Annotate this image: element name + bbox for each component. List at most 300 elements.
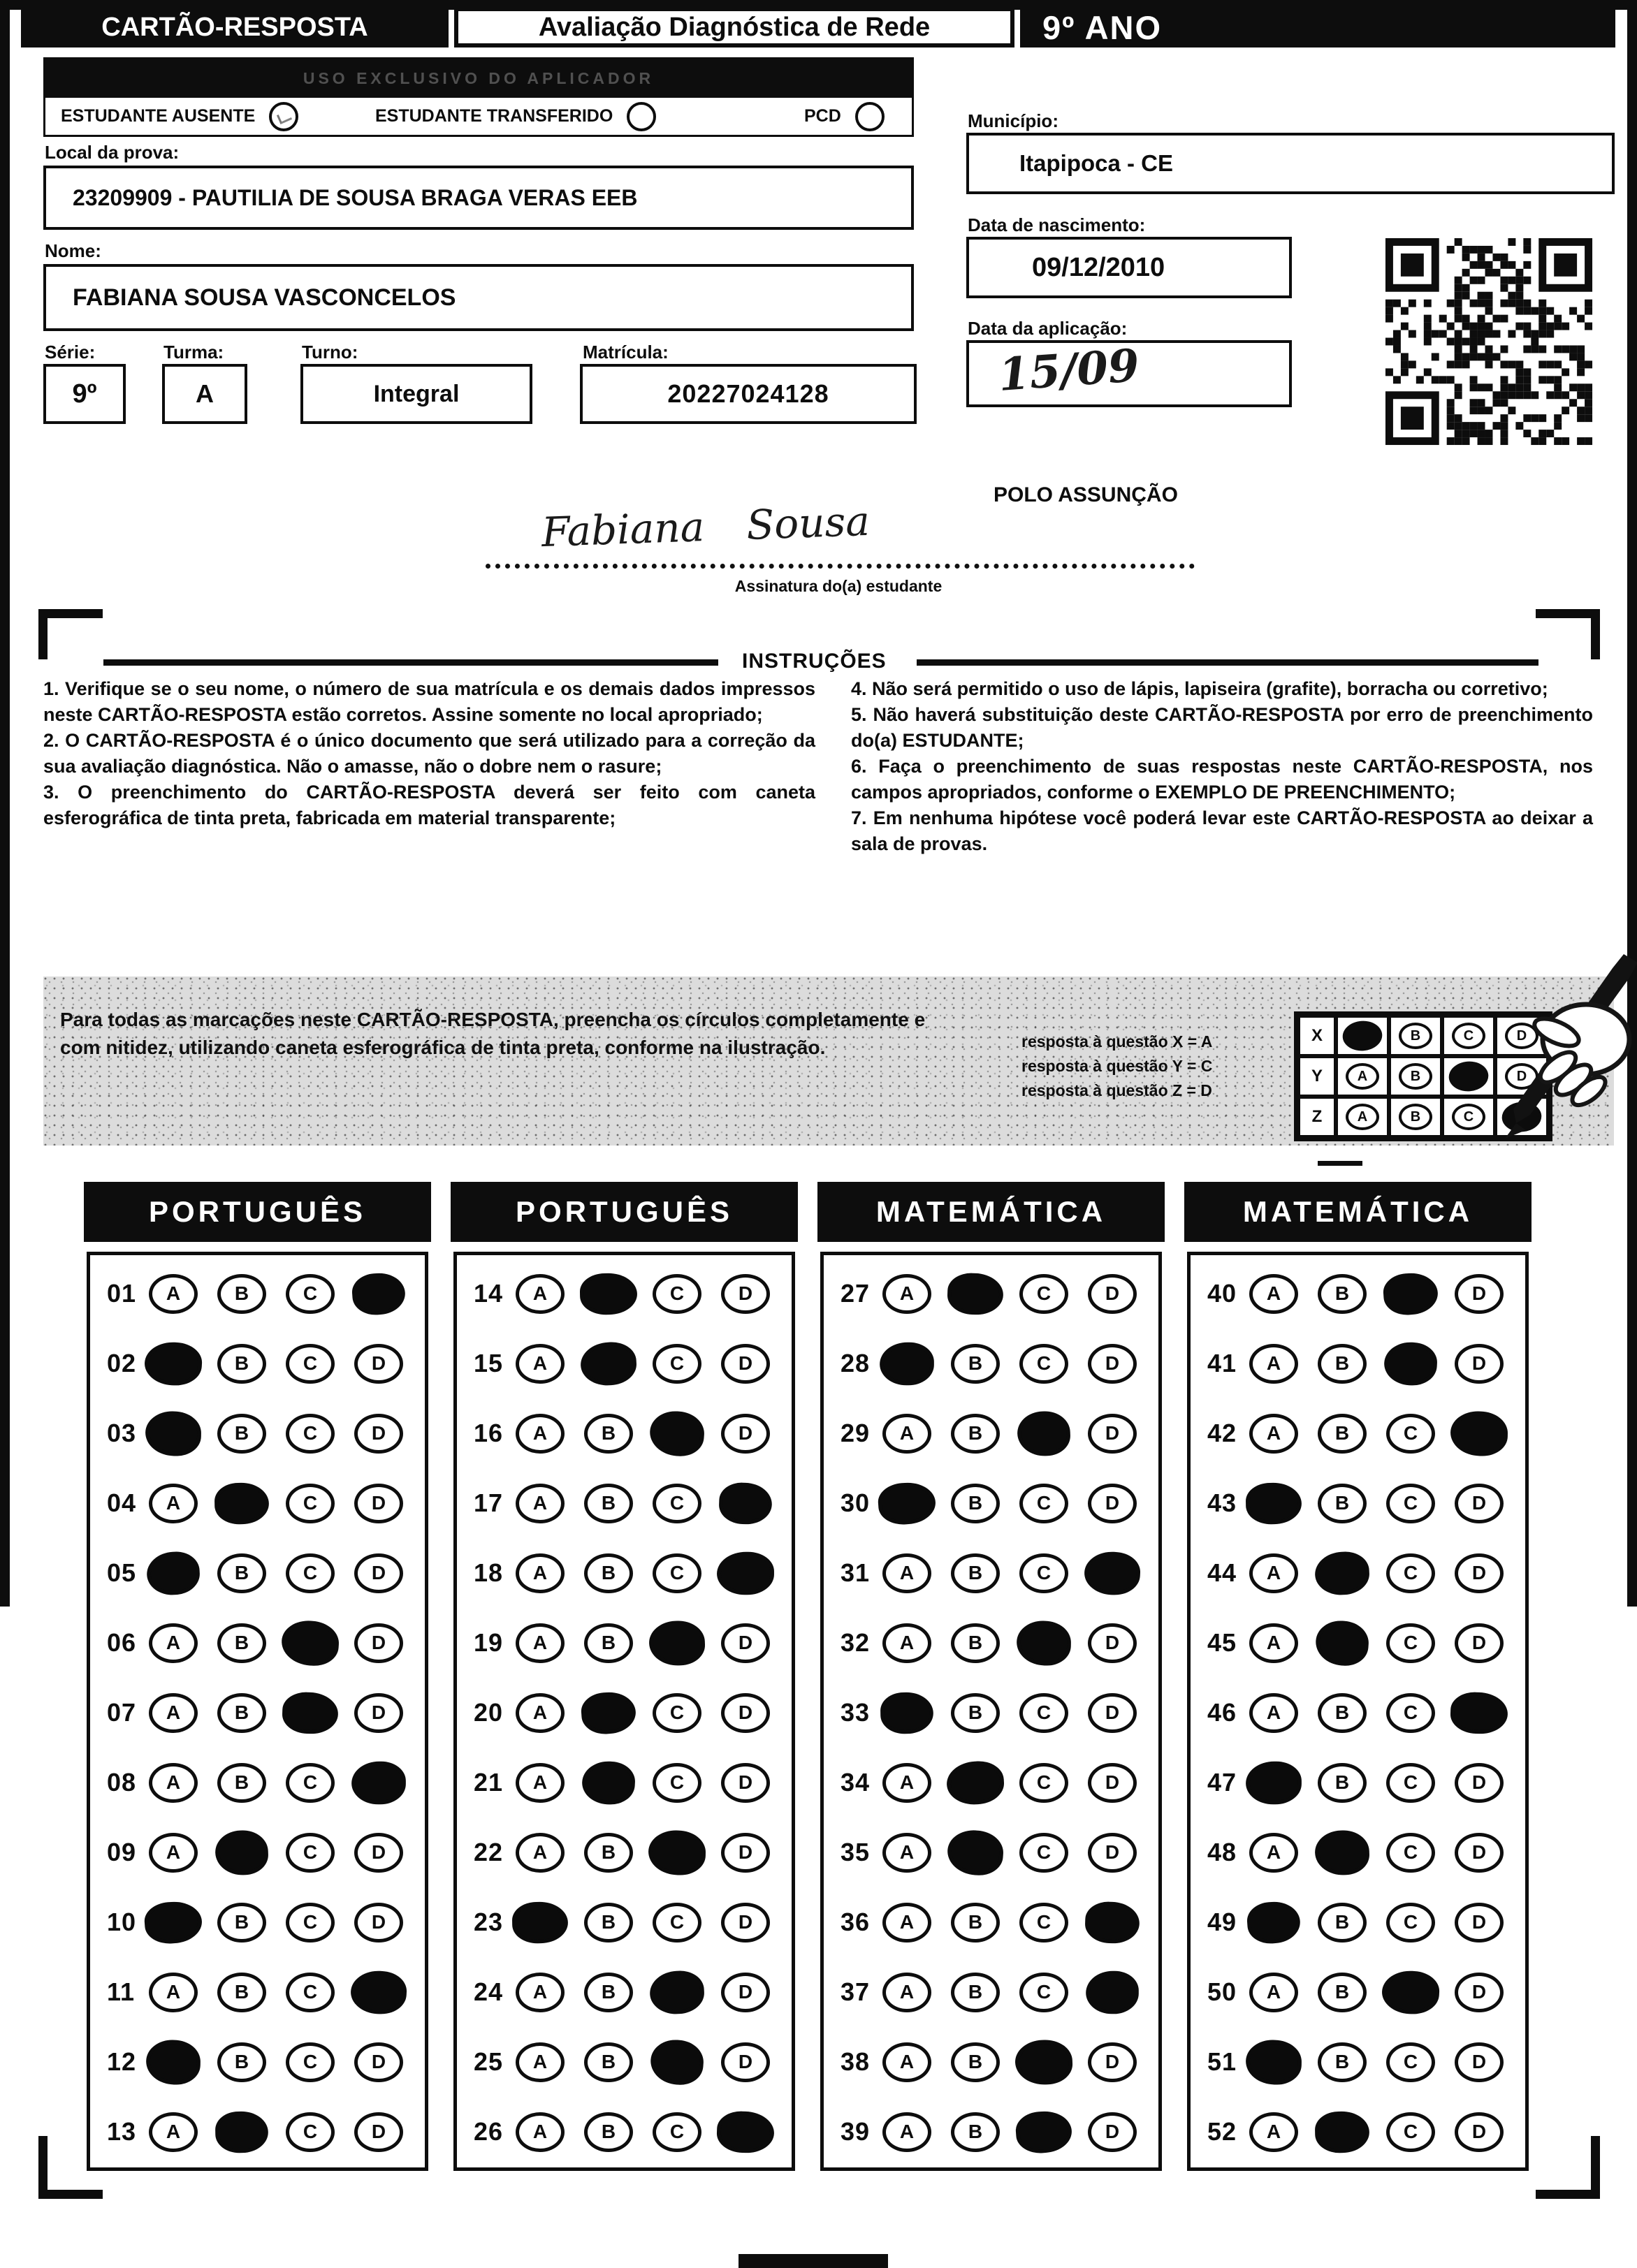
nome-box <box>43 264 914 331</box>
bubble-52-C[interactable]: C <box>1386 2112 1435 2152</box>
status-check-circle[interactable] <box>627 102 656 131</box>
bubble-47-C[interactable]: C <box>1386 1763 1435 1803</box>
bubble-10-C[interactable]: C <box>286 1903 335 1943</box>
bubble-29-C[interactable] <box>1017 1410 1071 1456</box>
bubble-06-B[interactable]: B <box>217 1623 266 1663</box>
corner-mark-top-left <box>38 609 103 618</box>
instructions-left-column <box>43 676 815 831</box>
question-number: 09 <box>107 1838 137 1866</box>
bubble-23-A[interactable] <box>512 1901 569 1944</box>
question-row-20 <box>457 1678 792 1748</box>
bubble-05-B[interactable]: B <box>217 1553 266 1593</box>
bubble-31-A[interactable]: A <box>882 1553 931 1593</box>
bubble-01-A[interactable]: A <box>149 1274 198 1314</box>
question-number: 07 <box>107 1698 137 1727</box>
question-row-07 <box>90 1678 425 1748</box>
question-number: 03 <box>107 1419 137 1447</box>
bubble-52-D[interactable]: D <box>1455 2112 1504 2152</box>
bubble-38-D[interactable]: D <box>1088 2042 1137 2082</box>
bubble-19-C[interactable] <box>648 1620 706 1667</box>
bubble-23-B[interactable]: B <box>584 1903 633 1943</box>
bubble-18-B[interactable]: B <box>584 1553 633 1593</box>
local-label: Local da prova: <box>45 142 180 163</box>
example-cell <box>1389 1016 1442 1056</box>
question-number: 46 <box>1207 1698 1237 1727</box>
bubble-40-D[interactable]: D <box>1455 1274 1504 1314</box>
bubble-28-C[interactable]: C <box>1019 1344 1068 1384</box>
example-grid-underline <box>1318 1161 1362 1166</box>
question-row-22 <box>457 1817 792 1887</box>
bubble-28-B[interactable]: B <box>951 1344 1000 1384</box>
bubble-24-C[interactable] <box>649 1969 706 2015</box>
bubble-01-C[interactable]: C <box>286 1274 335 1314</box>
bubble-09-D[interactable]: D <box>354 1833 403 1873</box>
bubble-32-A[interactable]: A <box>882 1623 931 1663</box>
corner-mark-top-left-v <box>38 609 48 659</box>
hand-with-pen-icon <box>1481 950 1637 1153</box>
bubble-39-A[interactable]: A <box>882 2112 931 2152</box>
bubble-36-A[interactable]: A <box>882 1903 931 1943</box>
bubble-29-A[interactable]: A <box>882 1414 931 1454</box>
bubble-46-A[interactable]: A <box>1249 1693 1298 1733</box>
bubble-44-A[interactable]: A <box>1249 1553 1298 1593</box>
bubble-42-B[interactable]: B <box>1318 1414 1367 1454</box>
bubble-39-C[interactable] <box>1014 2109 1073 2155</box>
bubble-06-C[interactable] <box>280 1618 340 1667</box>
bubble-33-C[interactable]: C <box>1019 1693 1068 1733</box>
bubble-41-C[interactable] <box>1383 1340 1439 1386</box>
bubble-50-B[interactable]: B <box>1318 1973 1367 2012</box>
bubble-46-C[interactable]: C <box>1386 1693 1435 1733</box>
bubble-04-C[interactable]: C <box>286 1484 335 1523</box>
bubble-20-D[interactable]: D <box>721 1693 770 1733</box>
question-row-32 <box>824 1608 1158 1678</box>
question-number: 28 <box>841 1349 871 1377</box>
bubble-32-B[interactable]: B <box>951 1623 1000 1663</box>
question-number: 23 <box>474 1908 504 1936</box>
matricula-label: Matrícula: <box>583 342 669 363</box>
bubble-21-D[interactable]: D <box>721 1763 770 1803</box>
bubble-30-D[interactable]: D <box>1088 1484 1137 1523</box>
question-number: 47 <box>1207 1768 1237 1797</box>
bubble-38-C[interactable] <box>1014 2039 1073 2086</box>
bubble-24-D[interactable]: D <box>721 1973 770 2012</box>
question-row-09 <box>90 1817 425 1887</box>
question-row-31 <box>824 1538 1158 1608</box>
bubble-11-A[interactable]: A <box>149 1973 198 2012</box>
bubble-10-B[interactable]: B <box>217 1903 266 1943</box>
bubble-17-D[interactable] <box>718 1481 773 1525</box>
bubble-46-D[interactable] <box>1450 1691 1508 1734</box>
bubble-35-C[interactable]: C <box>1019 1833 1068 1873</box>
bubble-52-B[interactable] <box>1315 2111 1370 2153</box>
bubble-51-A[interactable] <box>1246 2039 1302 2084</box>
question-number: 18 <box>474 1558 504 1587</box>
bubble-03-A[interactable] <box>145 1410 202 1456</box>
question-number: 25 <box>474 2047 504 2076</box>
bubble-35-A[interactable]: A <box>882 1833 931 1873</box>
bubble-09-A[interactable]: A <box>149 1833 198 1873</box>
bubble-19-B[interactable]: B <box>584 1623 633 1663</box>
bubble-12-C[interactable]: C <box>286 2042 335 2082</box>
bubble-45-A[interactable]: A <box>1249 1623 1298 1663</box>
bubble-05-D[interactable]: D <box>354 1553 403 1593</box>
bubble-13-C[interactable]: C <box>286 2112 335 2152</box>
qr-code-icon <box>1378 231 1600 453</box>
bubble-21-A[interactable]: A <box>516 1763 565 1803</box>
bubble-26-D[interactable] <box>716 2110 775 2153</box>
bubble-14-D[interactable]: D <box>721 1274 770 1314</box>
question-row-21 <box>457 1748 792 1817</box>
example-key-line: resposta à questão Y = C <box>1021 1057 1213 1075</box>
question-number: 38 <box>841 2047 871 2076</box>
bubble-28-D[interactable]: D <box>1088 1344 1137 1384</box>
bubble-20-C[interactable]: C <box>653 1693 701 1733</box>
bubble-50-D[interactable]: D <box>1455 1973 1504 2012</box>
bubble-05-C[interactable]: C <box>286 1553 335 1593</box>
bubble-33-B[interactable]: B <box>951 1693 1000 1733</box>
nascimento-box <box>966 237 1292 298</box>
bubble-19-D[interactable]: D <box>721 1623 770 1663</box>
bubble-27-D[interactable]: D <box>1088 1274 1137 1314</box>
bubble-30-B[interactable]: B <box>951 1484 1000 1523</box>
status-check-circle[interactable] <box>855 102 885 131</box>
bubble-18-D[interactable] <box>717 1551 774 1595</box>
bubble-02-B[interactable]: B <box>217 1344 266 1384</box>
bubble-45-B[interactable] <box>1314 1619 1370 1667</box>
bubble-15-D[interactable]: D <box>721 1344 770 1384</box>
bubble-22-C[interactable] <box>648 1829 706 1875</box>
bubble-24-B[interactable]: B <box>584 1973 633 2012</box>
bubble-34-C[interactable]: C <box>1019 1763 1068 1803</box>
question-number: 21 <box>474 1768 504 1797</box>
student-signature: Fabiana Sousa <box>540 497 871 557</box>
bubble-04-B[interactable] <box>214 1482 270 1525</box>
bubble-46-B[interactable]: B <box>1318 1693 1367 1733</box>
bubble-16-B[interactable]: B <box>584 1414 633 1454</box>
question-row-44 <box>1191 1538 1525 1608</box>
question-row-49 <box>1191 1887 1525 1957</box>
example-cell <box>1389 1097 1442 1137</box>
bubble-02-C[interactable]: C <box>286 1344 335 1384</box>
question-number: 48 <box>1207 1838 1237 1866</box>
aplicacao-box[interactable] <box>966 340 1292 407</box>
bubble-35-B[interactable] <box>946 1828 1005 1876</box>
bubble-04-D[interactable]: D <box>354 1484 403 1523</box>
question-row-26 <box>457 2097 792 2167</box>
bubble-22-A[interactable]: A <box>516 1833 565 1873</box>
bubble-25-D[interactable]: D <box>721 2042 770 2082</box>
subject-title: PORTUGUÊS <box>148 1195 367 1228</box>
bubble-41-A[interactable]: A <box>1249 1344 1298 1384</box>
bubble-34-B[interactable] <box>945 1759 1005 1806</box>
bubble-51-C[interactable]: C <box>1386 2042 1435 2082</box>
bubble-49-B[interactable]: B <box>1318 1903 1367 1943</box>
bubble-01-B[interactable]: B <box>217 1274 266 1314</box>
bubble-34-A[interactable]: A <box>882 1763 931 1803</box>
local-value: 23209909 - PAUTILIA DE SOUSA BRAGA VERAS EEB <box>73 184 638 210</box>
bubble-15-B[interactable] <box>580 1340 638 1387</box>
bubble-17-C[interactable]: C <box>653 1484 701 1523</box>
bubble-40-B[interactable]: B <box>1318 1274 1367 1314</box>
bubble-31-D[interactable] <box>1084 1550 1142 1596</box>
bubble-30-A[interactable] <box>877 1481 937 1526</box>
question-number: 31 <box>841 1558 871 1587</box>
assessment-title: Avaliação Diagnóstica de Rede <box>538 12 931 42</box>
subject-header <box>84 1182 431 1242</box>
bubble-32-D[interactable]: D <box>1088 1623 1137 1663</box>
status-check-circle[interactable] <box>269 102 298 131</box>
bubble-06-D[interactable]: D <box>354 1623 403 1663</box>
question-number: 45 <box>1207 1628 1237 1657</box>
bubble-38-B[interactable]: B <box>951 2042 1000 2082</box>
bubble-33-D[interactable]: D <box>1088 1693 1137 1733</box>
question-number: 26 <box>474 2117 504 2146</box>
question-number: 27 <box>841 1279 871 1308</box>
bubble-25-A[interactable]: A <box>516 2042 565 2082</box>
bubble-48-A[interactable]: A <box>1249 1833 1298 1873</box>
bubble-50-A[interactable]: A <box>1249 1973 1298 2012</box>
bubble-44-B[interactable] <box>1314 1550 1371 1596</box>
bubble-21-B[interactable] <box>581 1759 636 1805</box>
subject-title: MATEMÁTICA <box>1242 1195 1474 1228</box>
bubble-34-D[interactable]: D <box>1088 1763 1137 1803</box>
turno-box <box>300 364 532 424</box>
bubble-42-D[interactable] <box>1450 1410 1508 1456</box>
bubble-14-C[interactable]: C <box>653 1274 701 1314</box>
bubble-14-B[interactable] <box>580 1273 638 1315</box>
bubble-43-A[interactable] <box>1246 1482 1302 1525</box>
bubble-08-D[interactable] <box>351 1761 406 1804</box>
bubble-07-A[interactable]: A <box>149 1693 198 1733</box>
bubble-04-A[interactable]: A <box>149 1484 198 1523</box>
bubble-47-B[interactable]: B <box>1318 1763 1367 1803</box>
bubble-32-C[interactable] <box>1017 1620 1072 1665</box>
bubble-20-B[interactable] <box>580 1690 637 1736</box>
bubble-21-C[interactable]: C <box>653 1763 701 1803</box>
bubble-14-A[interactable]: A <box>516 1274 565 1314</box>
bubble-26-A[interactable]: A <box>516 2112 565 2152</box>
question-number: 39 <box>841 2117 871 2146</box>
signature-caption: Assinatura do(a) estudante <box>734 577 943 595</box>
example-bubble-X-B: B <box>1399 1023 1432 1049</box>
bubble-17-B[interactable]: B <box>584 1484 633 1523</box>
bubble-37-D[interactable] <box>1086 1970 1139 2014</box>
bubble-22-D[interactable]: D <box>721 1833 770 1873</box>
bubble-07-D[interactable]: D <box>354 1693 403 1733</box>
bubble-48-C[interactable]: C <box>1386 1833 1435 1873</box>
bubble-16-A[interactable]: A <box>516 1414 565 1454</box>
bubble-41-D[interactable]: D <box>1455 1344 1504 1384</box>
bubble-47-A[interactable] <box>1246 1761 1302 1804</box>
bubble-40-C[interactable] <box>1382 1271 1439 1317</box>
bubble-45-C[interactable]: C <box>1386 1623 1435 1663</box>
bubble-23-C[interactable]: C <box>653 1903 701 1943</box>
bubble-35-D[interactable]: D <box>1088 1833 1137 1873</box>
bubble-02-A[interactable] <box>143 1340 203 1387</box>
bubble-12-B[interactable]: B <box>217 2042 266 2082</box>
assessment-title-banner <box>454 7 1014 47</box>
bubble-37-B[interactable]: B <box>951 1973 1000 2012</box>
bubble-39-D[interactable]: D <box>1088 2112 1137 2152</box>
bubble-48-D[interactable]: D <box>1455 1833 1504 1873</box>
bubble-09-C[interactable]: C <box>286 1833 335 1873</box>
question-number: 01 <box>107 1279 137 1308</box>
bubble-18-A[interactable]: A <box>516 1553 565 1593</box>
bubble-38-A[interactable]: A <box>882 2042 931 2082</box>
local-box <box>43 166 914 230</box>
bubble-25-B[interactable]: B <box>584 2042 633 2082</box>
example-row-label: X <box>1298 1016 1336 1056</box>
bubble-27-A[interactable]: A <box>882 1274 931 1314</box>
bubble-02-D[interactable]: D <box>354 1344 403 1384</box>
bubble-23-D[interactable]: D <box>721 1903 770 1943</box>
bubble-41-B[interactable]: B <box>1318 1344 1367 1384</box>
bubble-08-C[interactable]: C <box>286 1763 335 1803</box>
municipio-box <box>966 133 1615 194</box>
bubble-31-C[interactable]: C <box>1019 1553 1068 1593</box>
bubble-03-C[interactable]: C <box>286 1414 335 1454</box>
question-row-19 <box>457 1608 792 1678</box>
bubble-15-A[interactable]: A <box>516 1344 565 1384</box>
instructions-rule-left <box>103 659 718 666</box>
question-row-01 <box>90 1259 425 1329</box>
question-number: 49 <box>1207 1908 1237 1936</box>
aplicacao-handwritten-value: 15/09 <box>996 339 1141 402</box>
bubble-07-B[interactable]: B <box>217 1693 266 1733</box>
question-row-24 <box>457 1957 792 2027</box>
bubble-42-C[interactable]: C <box>1386 1414 1435 1454</box>
instruction-item: 2. O CARTÃO-RESPOSTA é o único documento que será utilizado para a correção da sua avaliação diagnóstica. Não o amasse, não o dobre nem o rasure; <box>43 730 815 777</box>
bubble-40-A[interactable]: A <box>1249 1274 1298 1314</box>
bubble-51-D[interactable]: D <box>1455 2042 1504 2082</box>
bubble-12-D[interactable]: D <box>354 2042 403 2082</box>
question-row-37 <box>824 1957 1158 2027</box>
question-number: 52 <box>1207 2117 1237 2146</box>
bubble-10-A[interactable] <box>143 1900 203 1945</box>
bubble-01-D[interactable] <box>351 1271 407 1316</box>
bubble-16-D[interactable]: D <box>721 1414 770 1454</box>
example-row-label: Z <box>1298 1097 1336 1137</box>
bubble-26-B[interactable]: B <box>584 2112 633 2152</box>
question-row-52 <box>1191 2097 1525 2167</box>
turno-label: Turno: <box>302 342 358 363</box>
bubble-37-A[interactable]: A <box>882 1973 931 2012</box>
bubble-08-A[interactable]: A <box>149 1763 198 1803</box>
question-number: 35 <box>841 1838 871 1866</box>
answer-box <box>87 1252 428 2171</box>
bubble-50-C[interactable] <box>1381 1969 1440 2015</box>
signature-line[interactable] <box>486 528 1195 569</box>
question-row-15 <box>457 1329 792 1398</box>
bubble-31-B[interactable]: B <box>951 1553 1000 1593</box>
grade-banner <box>1020 7 1615 47</box>
bubble-36-B[interactable]: B <box>951 1903 1000 1943</box>
example-row-label: Y <box>1298 1056 1336 1097</box>
bubble-13-A[interactable]: A <box>149 2112 198 2152</box>
bubble-49-C[interactable]: C <box>1386 1903 1435 1943</box>
question-row-34 <box>824 1748 1158 1817</box>
bubble-47-D[interactable]: D <box>1455 1763 1504 1803</box>
status-check-label: ESTUDANTE AUSENTE <box>61 106 256 126</box>
status-check-0 <box>61 98 298 135</box>
bubble-06-A[interactable]: A <box>149 1623 198 1663</box>
bubble-03-B[interactable]: B <box>217 1414 266 1454</box>
bubble-20-A[interactable]: A <box>516 1693 565 1733</box>
bubble-24-A[interactable]: A <box>516 1973 565 2012</box>
bubble-44-C[interactable]: C <box>1386 1553 1435 1593</box>
bubble-27-C[interactable]: C <box>1019 1274 1068 1314</box>
bubble-05-A[interactable] <box>146 1550 201 1595</box>
bubble-22-B[interactable]: B <box>584 1833 633 1873</box>
bubble-33-A[interactable] <box>880 1692 934 1734</box>
bubble-30-C[interactable]: C <box>1019 1484 1068 1523</box>
bubble-29-B[interactable]: B <box>951 1414 1000 1454</box>
bubble-13-B[interactable] <box>215 2111 269 2153</box>
bubble-15-C[interactable]: C <box>653 1344 701 1384</box>
bubble-03-D[interactable]: D <box>354 1414 403 1454</box>
bubble-37-C[interactable]: C <box>1019 1973 1068 2012</box>
bubble-10-D[interactable]: D <box>354 1903 403 1943</box>
bubble-43-D[interactable]: D <box>1455 1484 1504 1523</box>
bubble-25-C[interactable] <box>649 2038 705 2086</box>
status-checks-row <box>45 98 912 135</box>
bubble-42-A[interactable]: A <box>1249 1414 1298 1454</box>
bubble-43-B[interactable]: B <box>1318 1484 1367 1523</box>
bubble-49-A[interactable] <box>1246 1900 1302 1945</box>
question-row-25 <box>457 2027 792 2097</box>
bubble-48-B[interactable] <box>1314 1829 1370 1876</box>
bubble-28-A[interactable] <box>880 1342 934 1385</box>
bubble-12-A[interactable] <box>146 2039 201 2084</box>
question-number: 37 <box>841 1977 871 2006</box>
bubble-52-A[interactable]: A <box>1249 2112 1298 2152</box>
bubble-39-B[interactable]: B <box>951 2112 1000 2152</box>
bubble-51-B[interactable]: B <box>1318 2042 1367 2082</box>
bubble-19-A[interactable]: A <box>516 1623 565 1663</box>
instructions-rule-right <box>917 659 1538 666</box>
bubble-26-C[interactable]: C <box>653 2112 701 2152</box>
bubble-07-C[interactable] <box>282 1691 339 1734</box>
bubble-36-D[interactable] <box>1084 1901 1140 1944</box>
question-number: 24 <box>474 1977 504 2006</box>
bubble-44-D[interactable]: D <box>1455 1553 1504 1593</box>
question-row-08 <box>90 1748 425 1817</box>
bubble-43-C[interactable]: C <box>1386 1484 1435 1523</box>
bubble-45-D[interactable]: D <box>1455 1623 1504 1663</box>
bubble-11-C[interactable]: C <box>286 1973 335 2012</box>
bubble-27-B[interactable] <box>947 1272 1004 1315</box>
bubble-36-C[interactable]: C <box>1019 1903 1068 1943</box>
question-row-03 <box>90 1398 425 1468</box>
bubble-09-B[interactable] <box>214 1829 269 1875</box>
question-row-41 <box>1191 1329 1525 1398</box>
bubble-29-D[interactable]: D <box>1088 1414 1137 1454</box>
question-number: 19 <box>474 1628 504 1657</box>
bubble-17-A[interactable]: A <box>516 1484 565 1523</box>
bubble-11-B[interactable]: B <box>217 1973 266 2012</box>
question-number: 04 <box>107 1488 137 1517</box>
bubble-18-C[interactable]: C <box>653 1553 701 1593</box>
question-row-38 <box>824 2027 1158 2097</box>
bubble-13-D[interactable]: D <box>354 2112 403 2152</box>
question-number: 36 <box>841 1908 871 1936</box>
bubble-11-D[interactable] <box>350 1969 408 2015</box>
bubble-16-C[interactable] <box>648 1409 706 1457</box>
bubble-49-D[interactable]: D <box>1455 1903 1504 1943</box>
turno-value: Integral <box>373 380 460 407</box>
bubble-08-B[interactable]: B <box>217 1763 266 1803</box>
